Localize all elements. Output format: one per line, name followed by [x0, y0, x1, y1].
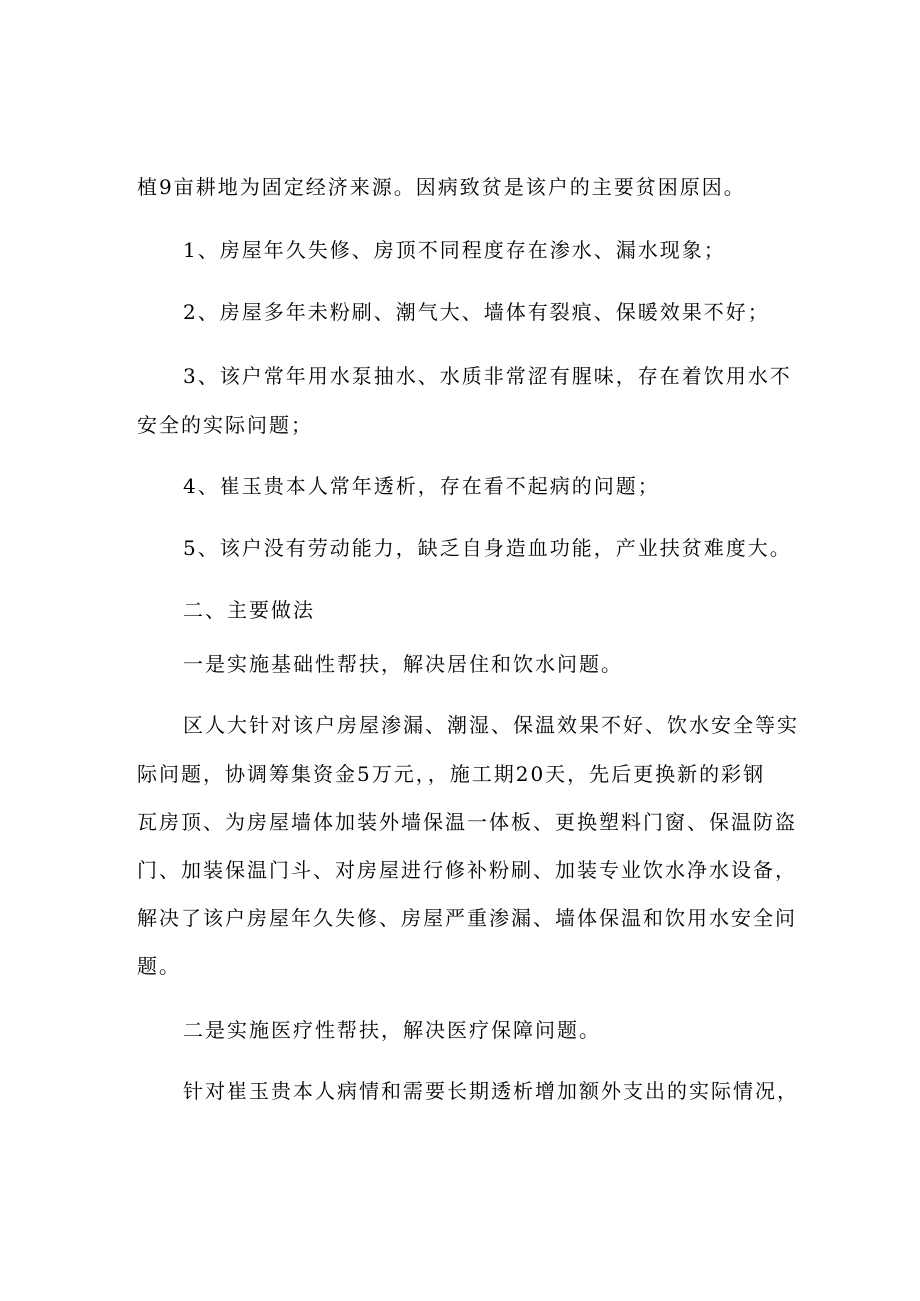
- text-line: 一是实施基础性帮扶，解决居住和饮水问题。: [183, 652, 623, 676]
- text-line: 针对崔玉贵本人病情和需要长期透析增加额外支出的实际情况，: [183, 1079, 799, 1103]
- text-line: 二是实施医疗性帮扶，解决医疗保障问题。: [183, 1018, 601, 1042]
- text-line: 3、该户常年用水泵抽水、水质非常涩有腥味，存在着饮用水不: [183, 364, 792, 388]
- text-line: 4、崔玉贵本人常年透析，存在看不起病的问题；: [183, 474, 660, 498]
- text-line: 瓦房顶、为房屋墙体加装外墙保温一体板、更换塑料门窗、保温防盗: [137, 810, 797, 834]
- text-line: 5、该户没有劳动能力，缺乏自身造血功能，产业扶贫难度大。: [183, 536, 792, 560]
- text-line: 门、加装保温门斗、对房屋进行修补粉刷、加装专业饮水净水设备，: [137, 858, 797, 882]
- text-line: 二、主要做法: [183, 598, 315, 622]
- text-line: 区人大针对该户房屋渗漏、潮湿、保温效果不好、饮水安全等实: [183, 713, 799, 737]
- text-line: 解决了该户房屋年久失修、房屋严重渗漏、墙体保温和饮用水安全问: [137, 906, 797, 930]
- text-line: 安全的实际问题；: [137, 413, 313, 437]
- text-line: 题。: [137, 954, 181, 978]
- text-line: 1、房屋年久失修、房顶不同程度存在渗水、漏水现象；: [183, 238, 726, 262]
- text-line: 际问题，协调筹集资金5万元，，施工期20天，先后更换新的彩钢: [137, 762, 766, 786]
- text-line: 植9亩耕地为固定经济来源。因病致贫是该户的主要贫困原因。: [137, 175, 746, 199]
- text-line: 2、房屋多年未粉刷、潮气大、墙体有裂痕、保暖效果不好；: [183, 300, 770, 324]
